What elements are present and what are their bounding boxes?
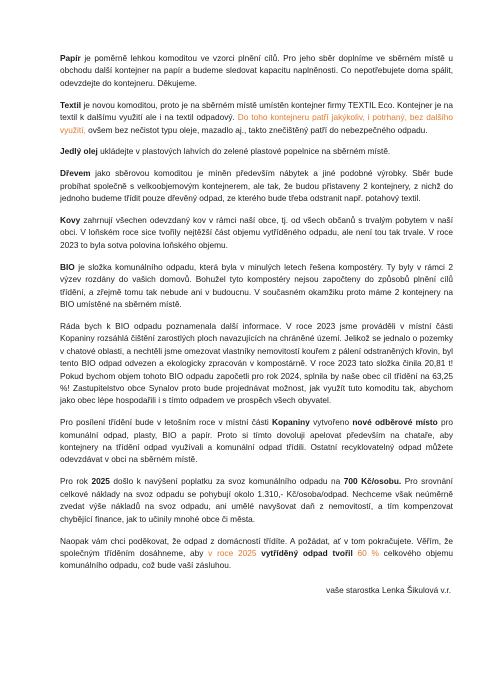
term-kopaniny: Kopaniny (272, 417, 310, 428)
term-bio: BIO (60, 261, 75, 272)
text-2025-2: došlo k navýšení poplatku za svoz komunálního odpadu na (109, 476, 344, 487)
text-bio-info: Ráda bych k BIO odpadu poznamenala další informace. V roce 2023 jsme prováděli v místní části Kopaniny rozsáhlá čištění zarostlých ploch navazujících na chráněné území. Jelikož se jednalo o pozemky v chatové oblasti, a nechtěli jsme omezovat vlastníky nemovitostí kouřem z pálení odstraněných křovin, byl tento BIO odpad odvezen a ekologicky zpracován v kompostárně. V roce 2023 tato složka činila 20,81 t! Pokud bychom objem tohoto BIO odpadu započetli pro rok 2024, splnila by naše obec cíl třídění na 63,25 %! Zastupitelstvo obce Synalov proto bude projednávat možnost, jak využít tuto komoditu tak, abychom jako obec lépe hospodařili i s tímto odpadem ve prospěch všech obyvatel. (60, 320, 453, 406)
paragraph-posileni (60, 416, 453, 466)
paragraph-zaver (60, 535, 453, 572)
paragraph-textil (60, 99, 453, 136)
text-bio: je složka komunálního odpadu, která byla v minulých letech řešena kompostéry. Ty byly v rámci 2 výzev rozdány do vašich domovů. Bohužel tyto kompostéry nejsou započteny do způsobů plnění cílů třídění, a zřejmě tomu tak nebude ani v budoucnu. V současném okamžiku proto máme 2 kontejnery na BIO umístěné na sběrném místě. (60, 261, 453, 309)
term-papir: Papír (60, 53, 81, 63)
text-olej: ukládejte v plastových lahvích do zelené plastové popelnice na sběrném místě. (97, 146, 391, 157)
term-kovy: Kovy (60, 215, 81, 226)
signature: vaše starostka Lenka Šikulová v.r. (326, 584, 451, 595)
term-textil: Textil (60, 99, 82, 110)
term-olej: Jedlý olej (60, 146, 98, 157)
text-papir: je poměrně lehkou komoditou ve vzorci plnění cílů. Pro jeho sběr doplníme ve sběrném místě u obchodu další kontejner na papír a budeme sledovat kapacitu naplněnosti. Co nepotřebujete doma spálit, odevzdejte do kontejneru. Děkujeme. (60, 53, 453, 88)
paragraph-drevo (60, 167, 453, 204)
paragraph-2025 (60, 475, 453, 525)
text-2025-3: Pro srovnání celkové náklady na svoz odpadu se pohybují okolo 1.310,- Kč/osoba/odpad. Nechceme však neúměrně zvedat výše nákladů na svoz odpadu, ani umělé navyšovat daň z nemovitostí, a tím kompenzovat chybějící finance, jak to učinily mnohé obce či města. (60, 476, 453, 524)
term-fee: 700 Kč/osobu. (343, 476, 402, 487)
text-textil-1: je novou komoditou, proto je na sběrném místě umístěn kontejner firmy TEXTIL Eco. Kontejner je na textil k dalšímu využití ale i na textil odpadový. (60, 99, 453, 123)
text-posileni-3: pro komunální odpad, plasty, BIO a papír. Proto si tímto dovoluji apelovat především na chataře, aby kontejnery na třídění odpad využívali a komunální odpad třídili. Ostatní recyklovatelný odpad můžete odevzdávat v obci na sběrném místě. (60, 417, 453, 465)
text-posileni-1: Pro posílení třídění bude v letošním roce v místní části (60, 417, 273, 428)
highlight-60-percent: 60 % (357, 547, 379, 558)
paragraph-kovy (60, 214, 453, 251)
highlight-textil: Do toho kontejneru patří jakýkoliv, i potrhaný, bez dalšího využití, (60, 112, 453, 135)
text-textil-2: ovšem bez nečistot typu oleje, mazadlo aj., takto znečištěný patří do nebezpečného odpadu. (85, 124, 428, 135)
text-kovy: zahrnují všechen odevzdaný kov v rámci naší obce, tj. od všech občanů s trvalým pobytem v naší obci. V loňském roce sice tvořily nejtěžší část objemu vytříděného odpadu, ale není tou tak trvale. V roce 2023 to byla sotva polovina loňského objemu. (60, 215, 453, 250)
text-zaver-2: celkového objemu komunálního odpadu, což bude vaší zásluhou. (60, 547, 454, 571)
highlight-rok-2025: v roce 2025 (208, 547, 257, 558)
text-zaver-1: Naopak vám chci poděkovat, že odpad z domácností třídíte. A požádat, ať v tom pokračujete. Věřím, že společným tříděním dosáhneme, aby (60, 535, 453, 558)
text-posileni-2: vytvořeno (309, 417, 353, 428)
paragraph-papir (60, 52, 453, 89)
paragraph-bio (60, 261, 453, 311)
term-drevo: Dřevem (60, 168, 91, 179)
term-year-2025: 2025 (91, 476, 110, 487)
text-2025-1: Pro rok (60, 476, 92, 487)
paragraph-bio-info (60, 320, 453, 407)
term-vytrideny-odpad: vytříděný odpad tvořil (261, 547, 353, 558)
term-odberove-misto: nové odběrové místo (352, 417, 438, 428)
paragraph-olej (60, 145, 453, 157)
text-drevo: jako sběrovou komoditou je míněn především nábytek a jiné podobné výrobky. Sběr bude probíhat společně s velkoobjemovým kontejnerem, ale tak, že budou přistaveny 2 kontejnery, z nichž do jednoho budeme třídit pouze dřevěný odpad, ze kterého bude třeba odstranit např. potahový textil. (60, 168, 453, 204)
